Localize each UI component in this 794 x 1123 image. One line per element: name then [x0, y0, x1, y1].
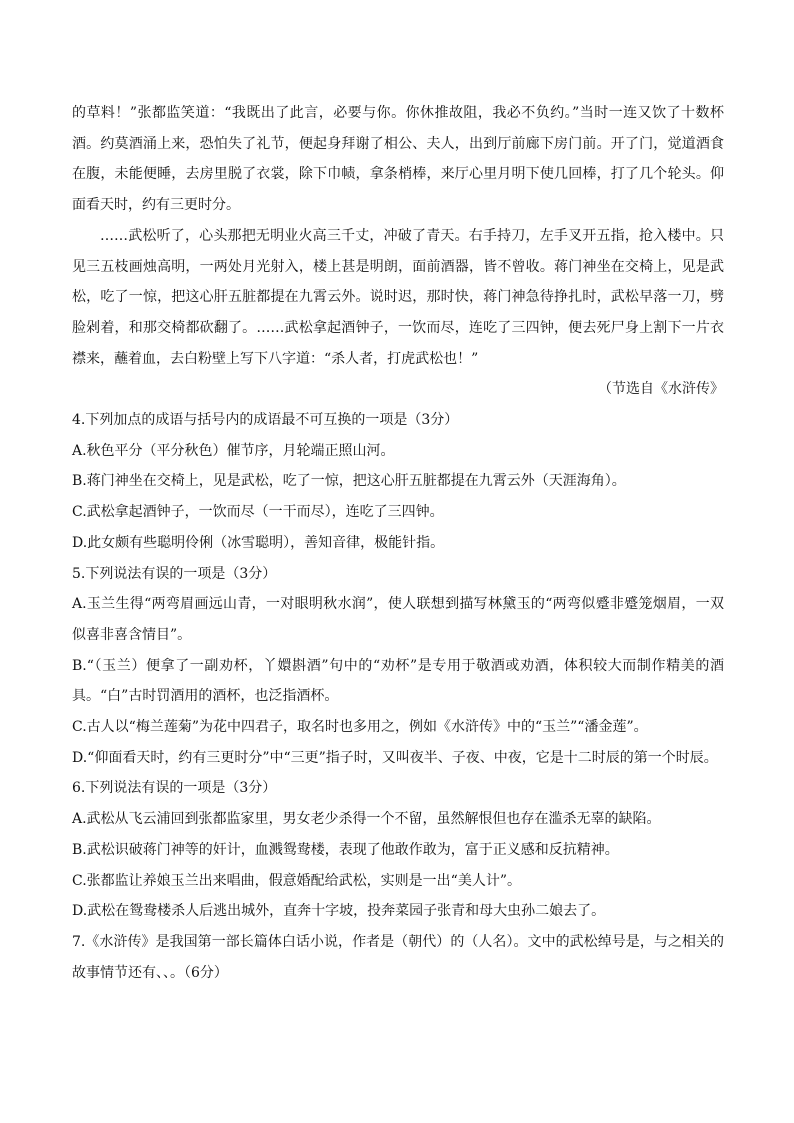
question-6-option-a: A.武松从飞云浦回到张都监家里，男女老少杀得一个不留，虽然解恨但也存在滥杀无辜的缺陷。	[72, 811, 661, 828]
question-6-option-b: B.武松识破蒋门神等的奸计，血溅鸳鸯楼，表现了他敢作敢为，富于正义感和反抗精神。	[72, 841, 619, 858]
question-5-option-d: D.“仰面看天时，约有三更时分”中“三更”指子时，又叫夜半、子夜、中夜，它是十二时辰的第一个时辰。	[72, 749, 718, 766]
question-7-stem: 7.《水浒传》是我国第一部长篇体白话小说，作者是（朝代）的（人名）。文中的武松绰号是，与之相关的故事情节还有、、。（6分）	[72, 933, 724, 981]
question-4-option-d: D.此女颇有些聪明伶俐（冰雪聪明），善知音律，极能针指。	[72, 534, 445, 551]
question-4-option-c: C.武松拿起酒钟子，一饮而尽（一干而尽），连吃了三四钟。	[72, 504, 444, 521]
question-6-option-d: D.武松在鸳鸯楼杀人后逃出城外，直奔十字坡，投奔菜园子张青和母大虫孙二娘去了。	[72, 903, 606, 920]
passage-paragraph-1: 的草料！”张都监笑道：“我既出了此言，必要与你。你休推故阻，我必不负约。”当时一连又饮了十数杯酒。约莫酒涌上来，恐怕失了礼节，便起身拜谢了相公、夫人，出到厅前廊下房门前。开了门，觉道酒食在腹，未能便睡，去房里脱了衣裳，除下巾帻，拿条梢棒，来厅心里月明下使几回棒，打了几个轮头。仰面看天时，约有三更时分。	[72, 105, 724, 214]
question-5-option-b: B.“（玉兰）便拿了一副劝杯，丫嬛斟酒”句中的“劝杯”是专用于敬酒或劝酒，体积较大而制作精美的酒具。“白”古时罚酒用的酒杯，也泛指酒杯。	[72, 657, 724, 705]
passage-source: （节选自《水浒传》	[598, 381, 724, 398]
question-5-stem: 5.下列说法有误的一项是（3分）	[72, 565, 277, 582]
question-5-option-c: C.古人以“梅兰莲菊”为花中四君子，取名时也多用之，例如《水浒传》中的“玉兰”“潘金莲”。	[72, 719, 648, 736]
question-4-stem: 4.下列加点的成语与括号内的成语最不可互换的一项是（3分）	[72, 412, 459, 429]
question-6-option-c: C.张都监让养娘玉兰出来唱曲，假意婚配给武松，实则是一出“美人计”。	[72, 872, 521, 889]
question-6-stem: 6.下列说法有误的一项是（3分）	[72, 780, 277, 797]
question-4-option-a: A.秋色平分（平分秋色）催节序，月轮端正照山河。	[72, 442, 395, 459]
question-5-option-a: A.玉兰生得“两弯眉画远山青，一对眼明秋水润”，使人联想到描写林黛玉的“两弯似蹙非蹙笼烟眉，一双似喜非喜含情目”。	[72, 596, 724, 643]
question-4-option-b: B.蒋门神坐在交椅上，见是武松，吃了一惊，把这心肝五脏都提在九霄云外（天涯海角）。	[72, 473, 626, 490]
passage-paragraph-2: ……武松听了，心头那把无明业火高三千丈，冲破了青天。右手持刀，左手叉开五指，抢入楼中。只见三五枝画烛高明，一两处月光射入，楼上甚是明朗，面前酒器，皆不曾收。蒋门神坐在交椅上，见是武松，吃了一惊，把这心肝五脏都提在九霄云外。说时迟，那时快，蒋门神急待挣扎时，武松早落一刀，劈脸剁着，和那交椅都砍翻了。……武松拿起酒钟子，一饮而尽，连吃了三四钟，便去死尸身上割下一片衣襟来，蘸着血，去白粉壁上写下八字道：“杀人者，打虎武松也！”	[72, 227, 724, 367]
document-content	[72, 98, 724, 988]
